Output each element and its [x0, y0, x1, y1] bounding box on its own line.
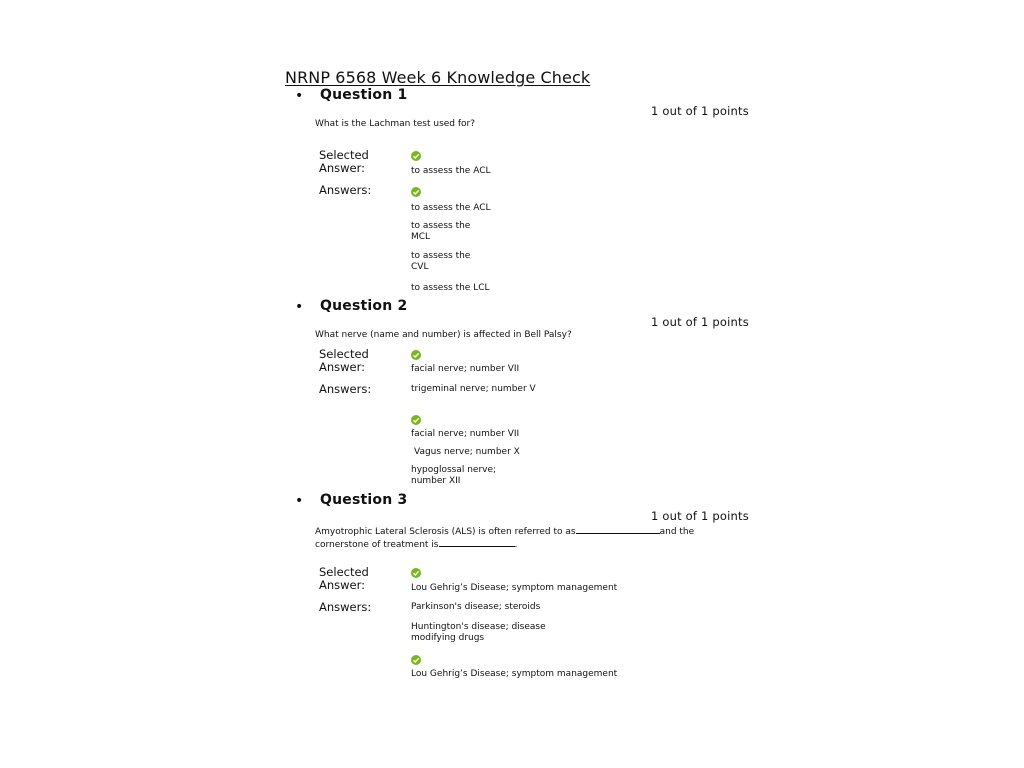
page-title: NRNP 6568 Week 6 Knowledge Check [285, 68, 591, 87]
answer-option: Parkinson's disease; steroids [411, 602, 541, 612]
bullet: • [295, 493, 304, 509]
answers-label: Answers: [319, 183, 372, 197]
question-2-text: What nerve (name and number) is affected in Bell Palsy? [315, 330, 572, 340]
question-1-points: 1 out of 1 points [651, 104, 749, 118]
answer-option: hypoglossal nerve; number XII [411, 465, 497, 486]
answers-label: Answers: [319, 600, 372, 614]
question-3-text [315, 525, 735, 551]
question-3-text-part4: . [514, 540, 518, 550]
question-3-text-part3: cornerstone of treatment is [315, 540, 439, 550]
answers-label: Answers: [319, 382, 372, 396]
question-2-points: 1 out of 1 points [651, 315, 749, 329]
question-3-text-part2: and the [659, 527, 695, 537]
bullet: • [295, 299, 304, 315]
answer-option: facial nerve; number VII [411, 429, 520, 439]
answer-option: to assess the CVL [411, 251, 471, 272]
fill-blank-1 [576, 525, 660, 534]
question-3-text-part1: Amyotrophic Lateral Sclerosis (ALS) is often referred to as [315, 527, 576, 537]
check-circle-icon [411, 187, 421, 197]
question-1-title: Question 1 [320, 87, 408, 103]
answer-option: to assess the ACL [411, 203, 491, 213]
answer-option: Lou Gehrig’s Disease; symptom management [411, 669, 618, 679]
selected-answer-label: Selected Answer: [319, 565, 369, 592]
question-2-title: Question 2 [320, 298, 408, 314]
question-3-title: Question 3 [320, 492, 408, 508]
check-circle-icon [411, 415, 421, 425]
answer-option: Vagus nerve; number X [414, 447, 520, 457]
answer-option: Huntington's disease; disease modifying drugs [411, 622, 546, 643]
answer-option: to assess the LCL [411, 283, 490, 293]
selected-answer-text: facial nerve; number VII [411, 364, 520, 374]
selected-answer-label: Selected Answer: [319, 347, 369, 374]
answer-option: trigeminal nerve; number V [411, 384, 536, 394]
question-1-text: What is the Lachman test used for? [315, 119, 476, 129]
selected-answer-label: Selected Answer: [319, 148, 369, 175]
check-circle-icon [411, 350, 421, 360]
fill-blank-2 [439, 538, 515, 547]
question-3-points: 1 out of 1 points [651, 509, 749, 523]
answer-option: to assess the MCL [411, 221, 471, 242]
check-circle-icon [411, 151, 421, 161]
check-circle-icon [411, 655, 421, 665]
selected-answer-text: Lou Gehrig’s Disease; symptom management [411, 583, 618, 593]
selected-answer-text: to assess the ACL [411, 166, 491, 176]
check-circle-icon [411, 568, 421, 578]
bullet: • [295, 88, 304, 104]
